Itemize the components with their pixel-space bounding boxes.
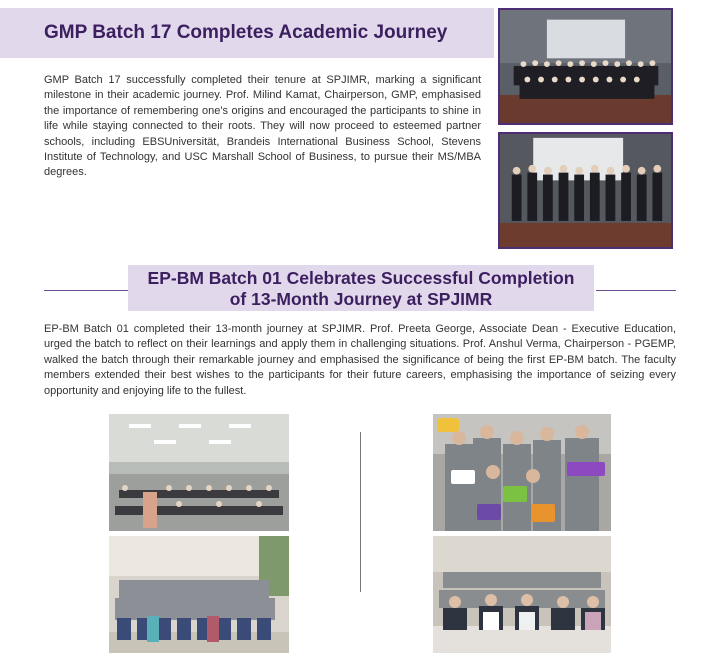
section-1-title: GMP Batch 17 Completes Academic Journey [44,22,448,43]
section-2-rule-right [596,290,676,291]
section-1-body: GMP Batch 17 successfully completed their tenure at SPJIMR, marking a significant milestone in their academic journey. Prof. Milind Kamat, Chairperson, GMP, emphasised the importance of remembering one's origins and encouraged the participants to shine in life while staying connected to their roots. They will now proceed to esteemed partner schools, including EBSUniversität, Brandeis International Business School, Stevens Institute of Technology, and USC Marshall School of Business, to pursue their MS/MBA degrees. [44,74,481,179]
epbm-props-photo [433,414,611,531]
gmp-group-photo [498,8,673,125]
section-2-title-line-2: of 13-Month Journey at SPJIMR [229,289,493,309]
section-2-rule-left [44,290,128,291]
gmp-faculty-photo [498,132,673,249]
section-2-title [128,268,594,310]
photo-column-divider [360,432,361,592]
section-2-title-line-1: EP-BM Batch 01 Celebrates Successful Completion [147,268,575,288]
section-2-body: EP-BM Batch 01 completed their 13-month journey at SPJIMR. Prof. Preeta George, Associate Dean - Executive Education, urged the batch to reflect on their learnings and apply them in challenging situations. Prof. Anshul Verma, Chairperson - PGEMP, walked the batch through their remarkable journey and emphasised the significance of being the first EP-BM batch. The faculty members extended their best wishes to the participants for their future careers, emphasising the importance of seizing every opportunity and enjoying life to the fullest. [44,323,676,397]
epbm-group-photo [109,536,289,653]
epbm-classroom-photo [109,414,289,531]
epbm-faculty-photo [433,536,611,653]
